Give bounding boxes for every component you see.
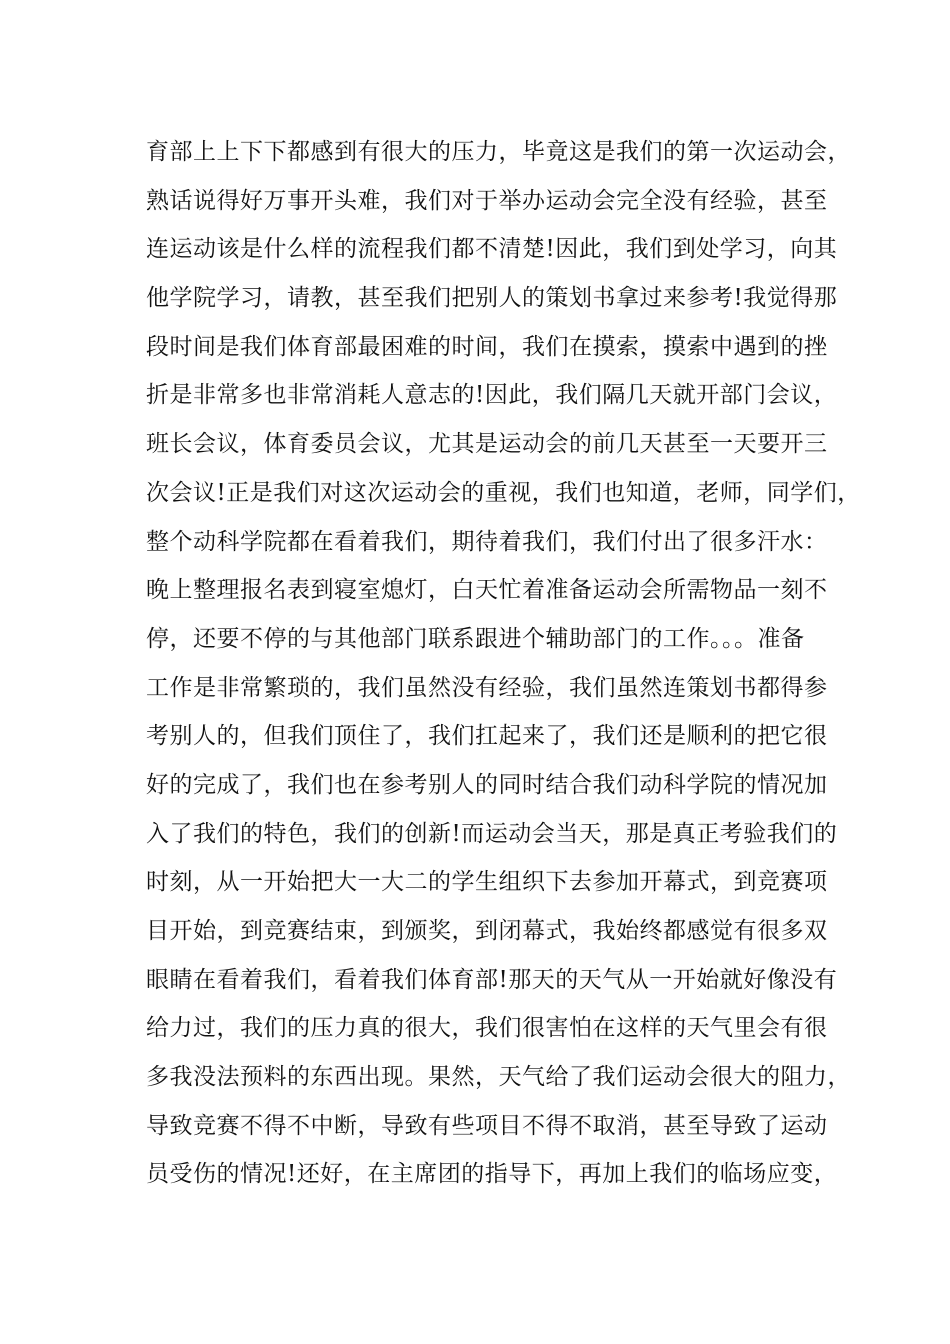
text-line-3: 连运动该是什么样的流程我们都不清楚!因此，我们到处学习，向其 (146, 236, 838, 263)
text-line-19: 给力过，我们的压力真的很大，我们很害怕在这样的天气里会有很 (146, 1015, 828, 1042)
text-line-18: 眼睛在看着我们，看着我们体育部!那天的天气从一开始就好像没有 (146, 966, 838, 993)
text-line-7: 班长会议，体育委员会议，尤其是运动会的前几天甚至一天要开三 (146, 431, 828, 458)
text-line-9: 整个动科学院都在看着我们，期待着我们，我们付出了很多汗水： (146, 528, 828, 555)
text-line-5: 段时间是我们体育部最困难的时间，我们在摸索，摸索中遇到的挫 (146, 333, 828, 360)
text-line-8: 次会议!正是我们对这次运动会的重视，我们也知道，老师，同学们， (146, 479, 861, 506)
text-line-20: 多我没法预料的东西出现。果然，天气给了我们运动会很大的阻力， (146, 1064, 851, 1091)
text-line-16: 时刻，从一开始把大一大二的学生组织下去参加开幕式，到竞赛项 (146, 869, 828, 896)
text-line-22: 员受伤的情况!还好，在主席团的指导下，再加上我们的临场应变， (146, 1161, 838, 1188)
text-line-15: 入了我们的特色，我们的创新!而运动会当天，那是真正考验我们的 (146, 820, 838, 847)
text-line-10: 晚上整理报名表到寝室熄灯，白天忙着准备运动会所需物品一刻不 (146, 577, 828, 604)
text-line-12: 工作是非常繁琐的，我们虽然没有经验，我们虽然连策划书都得参 (146, 674, 828, 701)
text-line-13: 考别人的，但我们顶住了，我们扛起来了，我们还是顺利的把它很 (146, 723, 828, 750)
text-line-14: 好的完成了，我们也在参考别人的同时结合我们动科学院的情况加 (146, 771, 828, 798)
text-line-4: 他学院学习，请教，甚至我们把别人的策划书拿过来参考!我觉得那 (146, 285, 838, 312)
body-text (146, 128, 861, 1199)
text-line-17: 目开始，到竞赛结束，到颁奖，到闭幕式，我始终都感觉有很多双 (146, 918, 828, 944)
text-line-6: 折是非常多也非常消耗人意志的!因此，我们隔几天就开部门会议， (146, 382, 838, 409)
text-line-21: 导致竞赛不得不中断，导致有些项目不得不取消，甚至导致了运动 (146, 1112, 828, 1139)
text-line-1: 育部上上下下都感到有很大的压力，毕竟这是我们的第一次运动会， (146, 139, 851, 165)
text-line-11: 停，还要不停的与其他部门联系跟进个辅助部门的工作。。。准备 (146, 625, 805, 652)
text-line-2: 熟话说得好万事开头难，我们对于举办运动会完全没有经验，甚至 (146, 187, 828, 214)
